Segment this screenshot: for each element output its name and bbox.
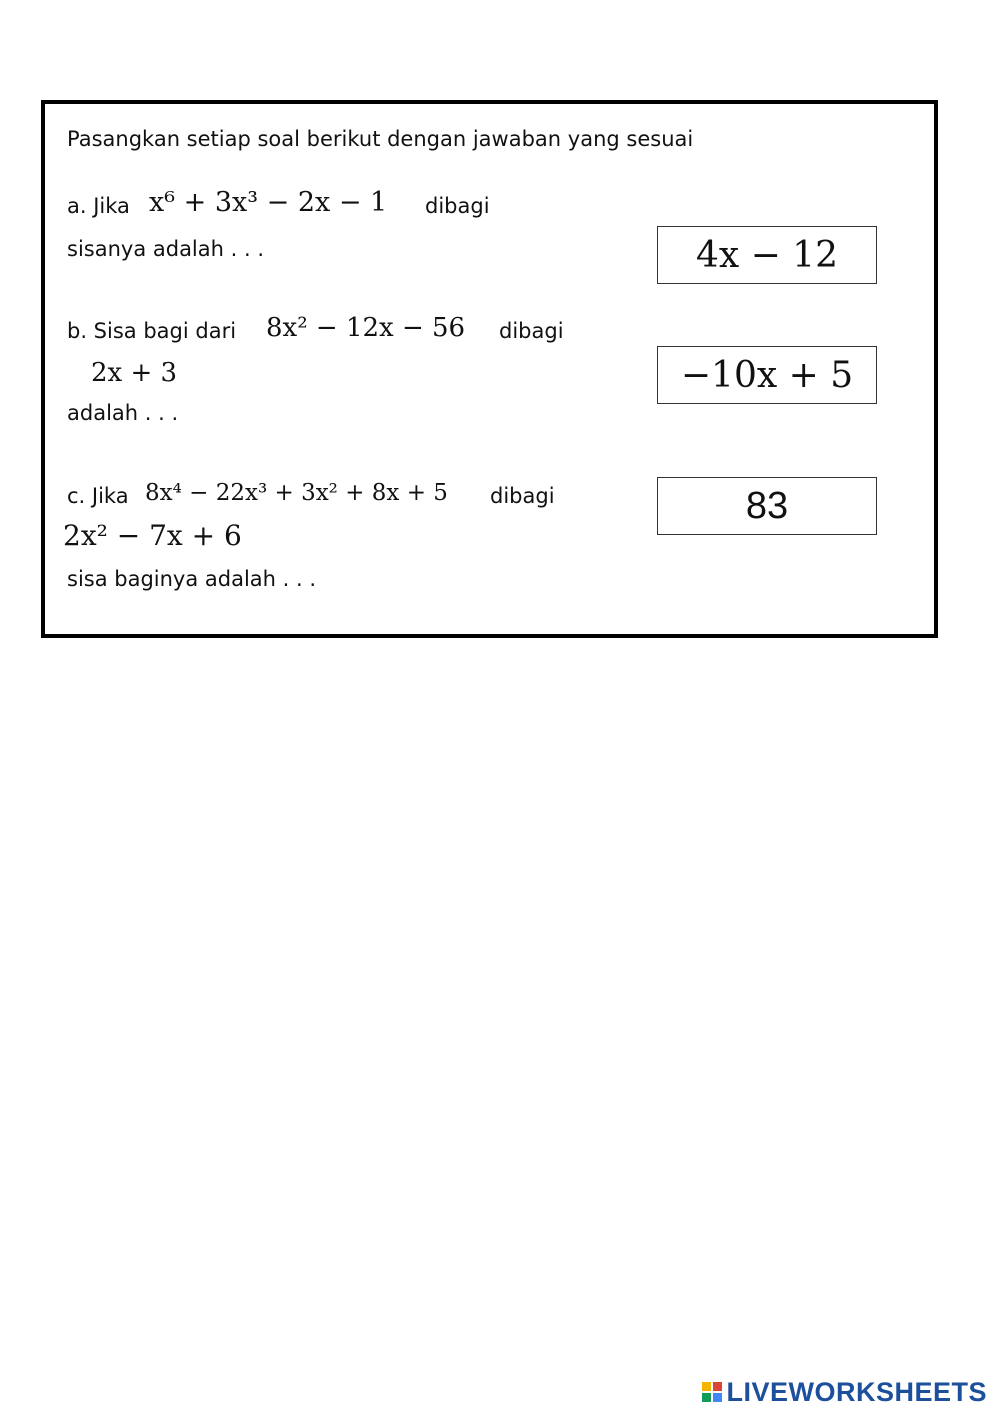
answer-box-1[interactable] [657, 226, 877, 284]
question-a-prefix: a. Jika [67, 194, 130, 218]
question-a-expression: x⁶ + 3x³ − 2x − 1 [149, 187, 388, 218]
question-a-continuation: sisanya adalah . . . [67, 237, 264, 261]
answer-box-3[interactable] [657, 477, 877, 535]
question-c-divisor: 2x² − 7x + 6 [63, 519, 242, 552]
liveworksheets-logo-icon [702, 1382, 722, 1402]
answer-3-text: 83 [745, 484, 789, 527]
question-c-prefix: c. Jika [67, 484, 129, 508]
brand-name: LIVEWORKSHEETS [726, 1376, 987, 1407]
logo-square-2 [713, 1382, 722, 1391]
footer-brand [702, 1375, 987, 1409]
answer-2-text: −10x + 5 [680, 354, 854, 396]
question-c-expression: 8x⁴ − 22x³ + 3x² + 8x + 5 [145, 480, 448, 506]
question-b-prefix: b. Sisa bagi dari [67, 319, 237, 343]
question-b-continuation: adalah . . . [67, 401, 179, 425]
answer-1-text: 4x − 12 [695, 234, 839, 276]
worksheet-card [41, 100, 938, 638]
instruction-text: Pasangkan setiap soal berikut dengan jawaban yang sesuai [67, 127, 694, 151]
logo-square-1 [702, 1382, 711, 1391]
logo-square-4 [713, 1393, 722, 1402]
question-b-expression: 8x² − 12x − 56 [266, 313, 466, 343]
question-c-connector: dibagi [490, 484, 555, 508]
question-b-connector: dibagi [499, 319, 564, 343]
answer-box-2[interactable] [657, 346, 877, 404]
question-c-continuation: sisa baginya adalah . . . [67, 567, 317, 591]
question-b-divisor: 2x + 3 [91, 358, 178, 388]
question-a-connector: dibagi [425, 194, 490, 218]
logo-square-3 [702, 1393, 711, 1402]
